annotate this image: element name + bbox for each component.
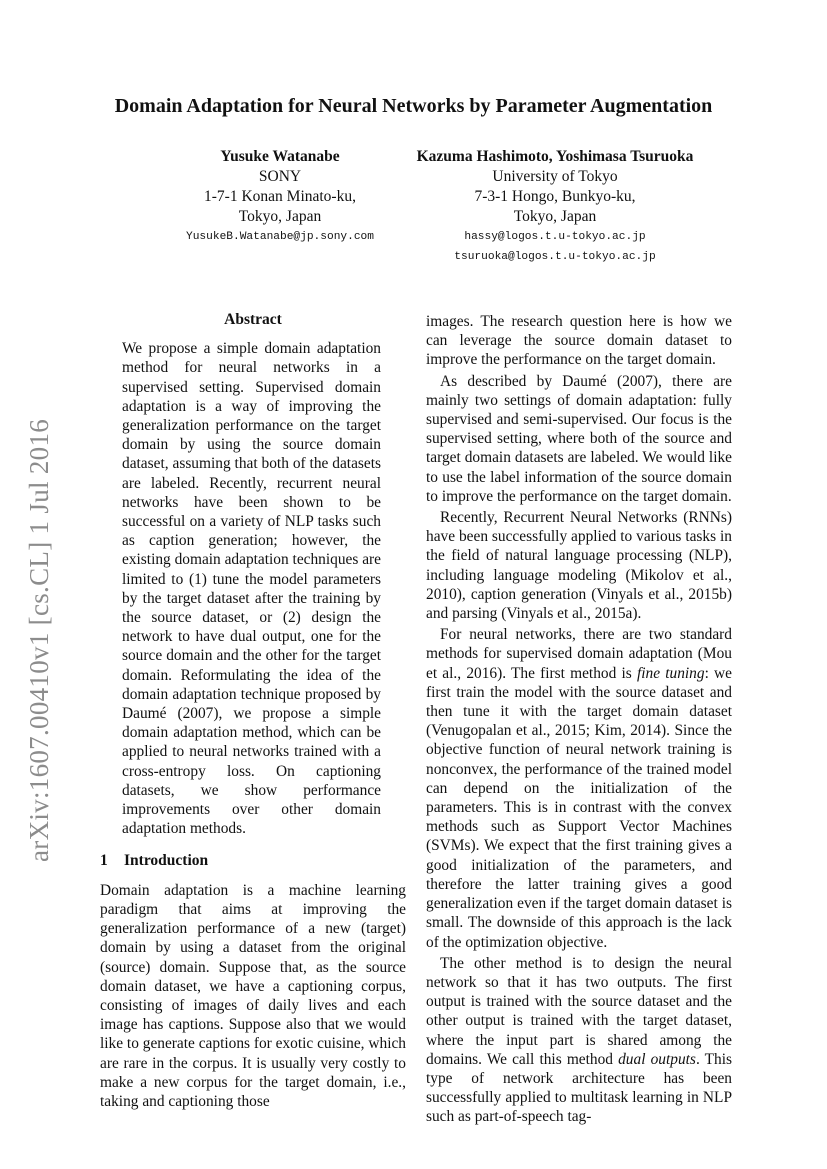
arxiv-stamp: arXiv:1607.00410v1 [cs.CL] 1 Jul 2016: [24, 418, 54, 862]
abstract-text: We propose a simple domain adaptation method for neural networks in a supervised setting. Supervised domain adaptation is a way of improving the generalization performance on the target domain by using the source domain dataset, assuming that both of the datasets are labeled. Recently, recurrent neural networks have been shown to be successful on a variety of NLP tasks such as caption generation; however, the existing domain adaptation techniques are limited to (1) tune the model parameters by the target dataset after the training by the source dataset, or (2) design the network to have dual output, one for the source domain and the other for the target domain. Reformulating the idea of the domain adaptation technique proposed by Daumé (2007), we propose a simple domain adaptation method, which can be applied to neural networks trained with a cross-entropy loss. On captioning datasets, we show performance improvements over other domain adaptation methods.: [122, 340, 381, 838]
affiliation-line: Tokyo, Japan: [238, 208, 322, 225]
body-paragraph: [426, 625, 732, 951]
right-column: [426, 312, 732, 1127]
affiliation-line: Tokyo, Japan: [513, 208, 597, 225]
author-block-1: [165, 147, 395, 247]
emphasis-text: dual outputs: [618, 1050, 696, 1068]
text-run: The other method is to design the neural network so that it has two outputs. The first output is trained with the source dataset and the other output is trained with the target dataset, where the input part is shared among the domains. We call this method: [426, 954, 732, 1068]
author-name: Yusuke Watanabe: [220, 148, 340, 165]
author-email[interactable]: tsuruoka@logos.t.u-tokyo.ac.jp: [454, 251, 656, 263]
text-run: For neural networks, there are two standard methods for supervised domain adaptation (Mou et al., 2016). The first method is: [426, 626, 732, 682]
body-paragraph: Recently, Recurrent Neural Networks (RNNs) have been successfully applied to various tasks in the field of natural language processing (NLP), including language modeling (Mikolov et al., 2010), caption generation (Vinyals et al., 2015b) and parsing (Vinyals et al., 2015a).: [426, 509, 732, 623]
section-title: Introduction: [124, 852, 209, 870]
author-block-2: [400, 147, 710, 267]
affiliation-line: 7-3-1 Hongo, Bunkyo-ku,: [474, 188, 636, 205]
left-column: [100, 310, 406, 1111]
affiliation-line: University of Tokyo: [492, 168, 618, 185]
author-email[interactable]: YusukeB.Watanabe@jp.sony.com: [186, 231, 374, 243]
affiliation-line: SONY: [258, 168, 302, 185]
body-paragraph: images. The research question here is how we can leverage the source domain dataset to improve the performance on the target domain.: [426, 313, 732, 369]
emphasis-text: fine tuning: [636, 664, 705, 682]
section-number: 1: [100, 852, 108, 870]
abstract-heading: Abstract: [224, 311, 282, 328]
affiliation-line: 1-7-1 Konan Minato-ku,: [204, 188, 356, 205]
paper-title: Domain Adaptation for Neural Networks by Parameter Augmentation: [114, 95, 713, 117]
body-paragraph: As described by Daumé (2007), there are mainly two settings of domain adaptation: fully supervised and semi-supervised. Our focus is the supervised setting, where both of the source and target domain datasets are labeled. We would like to use the label information of the source domain to improve the performance on the target domain.: [426, 372, 732, 505]
section-heading: [100, 851, 406, 870]
author-name: Kazuma Hashimoto, Yoshimasa Tsuruoka: [416, 148, 694, 165]
author-email[interactable]: hassy@logos.t.u-tokyo.ac.jp: [464, 231, 646, 243]
intro-paragraph: Domain adaptation is a machine learning paradigm that aims at improving the generalization performance of a new (target) domain by using a dataset from the original (source) domain. Suppose that, as the source domain dataset, we have a captioning corpus, consisting of images of daily lives and each image has captions. Suppose also that we would like to generate captions for exotic cuisine, which are rare in the corpus. It is usually very costly to make a new corpus for the target domain, i.e., taking and captioning those: [100, 881, 406, 1110]
body-paragraph: [426, 954, 732, 1127]
text-run: . This type of network architecture has been successfully applied to multitask learning in NLP such as part-of-speech tag-: [426, 1050, 732, 1126]
text-run: : we first train the model with the source dataset and then tune it with the target domain dataset (Venugopalan et al., 2015; Kim, 2014). Since the objective function of neural network training is nonconvex, the performance of the trained model can depend on the initialization of the parameters. This is in contrast with the convex methods such as Support Vector Machines (SVMs). We expect that the first training gives a good initialization of the parameters, and therefore the latter training gives a good generalization even if the target domain dataset is small. The downside of this approach is the lack of the optimization objective.: [426, 664, 733, 951]
